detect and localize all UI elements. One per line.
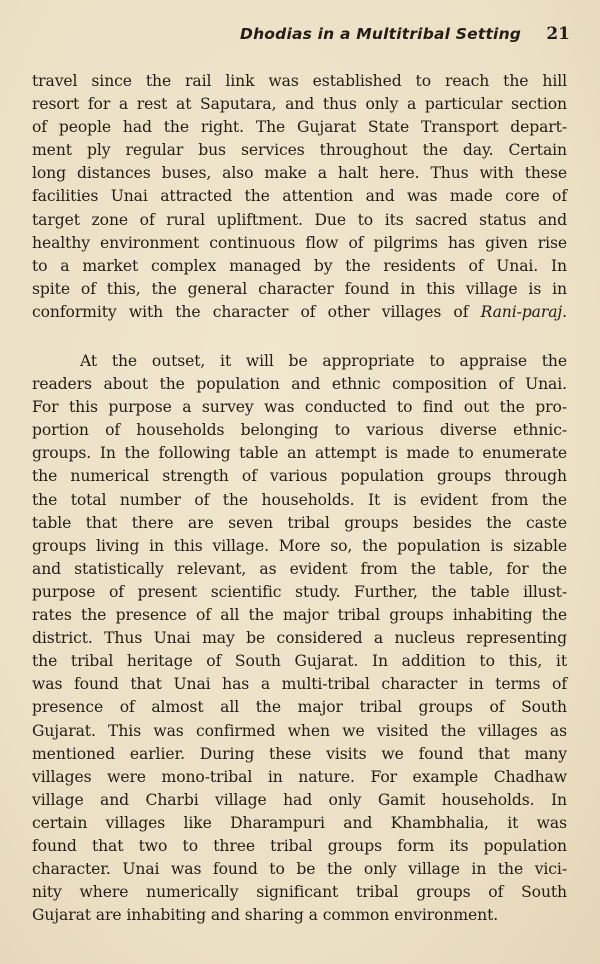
text-line: purpose of present scientific study. Further, the table illust- — [32, 582, 567, 601]
paragraph-2 — [32, 350, 567, 927]
text-line: For this purpose a survey was conducted to find out the pro- — [32, 398, 567, 417]
text-line: facilities Unai attracted the attention and was made core of — [32, 187, 567, 206]
text-line: portion of households belonging to various diverse ethnic- — [32, 421, 567, 440]
text-line: travel since the rail link was established to reach the hill — [32, 72, 567, 90]
text-line-final: Gujarat are inhabiting and sharing a common environment. — [32, 906, 499, 925]
text-line-final — [32, 301, 567, 324]
text-line: groups living in this village. More so, the population is sizable — [32, 536, 567, 555]
text-line: district. Thus Unai may be considered a nucleus representing — [32, 629, 567, 648]
text-line: found that two to three tribal groups form its population — [32, 836, 567, 855]
text-run: . — [562, 302, 567, 321]
running-title: Dhodias in a Multitribal Setting — [240, 25, 522, 43]
text-line: long distances buses, also make a halt here. Thus with these — [32, 164, 567, 183]
text-line: to a market complex managed by the residents of Unai. In — [32, 256, 567, 275]
text-line: village and Charbi village had only Gamit households. In — [32, 790, 567, 809]
text-line: the total number of the households. It is evident from the — [32, 490, 567, 509]
text-line: resort for a rest at Saputara, and thus only a particular section — [32, 95, 567, 114]
text-run: conformity with the character of other villages of — [32, 302, 481, 321]
text-line: rates the presence of all the major tribal groups inhabiting the — [32, 606, 567, 625]
text-line: mentioned earlier. During these visits we found that many — [32, 744, 567, 763]
text-line: of people had the right. The Gujarat State Transport depart- — [32, 118, 567, 137]
paragraph-1 — [32, 70, 567, 324]
page-number: 21 — [546, 24, 570, 44]
text-line: ment ply regular bus services throughout the day. Certain — [32, 141, 567, 160]
text-line: presence of almost all the major tribal groups of South — [32, 698, 567, 717]
text-line: villages were mono-tribal in nature. For example Chadhaw — [32, 767, 567, 786]
text-line: and statistically relevant, as evident from the table, for the — [32, 559, 567, 578]
text-line-first: At the outset, it will be appropriate to appraise the — [80, 352, 567, 370]
text-line: the tribal heritage of South Gujarat. In addition to this, it — [32, 652, 567, 671]
running-header — [240, 24, 570, 50]
text-line: spite of this, the general character found in this village is in — [32, 279, 567, 298]
text-line: groups. In the following table an attempt is made to enumerate — [32, 444, 567, 463]
text-line: nity where numerically significant tribal groups of South — [32, 883, 567, 902]
italic-term: Rani-paraj — [480, 302, 563, 321]
text-line: healthy environment continuous flow of pilgrims has given rise — [32, 233, 567, 252]
text-line: the numerical strength of various population groups through — [32, 467, 567, 486]
text-line: was found that Unai has a multi-tribal character in terms of — [32, 675, 567, 694]
text-line: certain villages like Dharampuri and Khambhalia, it was — [32, 813, 567, 832]
text-line: target zone of rural upliftment. Due to its sacred status and — [32, 210, 567, 229]
text-line: table that there are seven tribal groups besides the caste — [32, 513, 567, 532]
text-line: character. Unai was found to be the only village in the vici- — [32, 860, 567, 879]
text-line: Gujarat. This was confirmed when we visited the villages as — [32, 721, 567, 740]
text-line: readers about the population and ethnic composition of Unai. — [32, 375, 567, 394]
